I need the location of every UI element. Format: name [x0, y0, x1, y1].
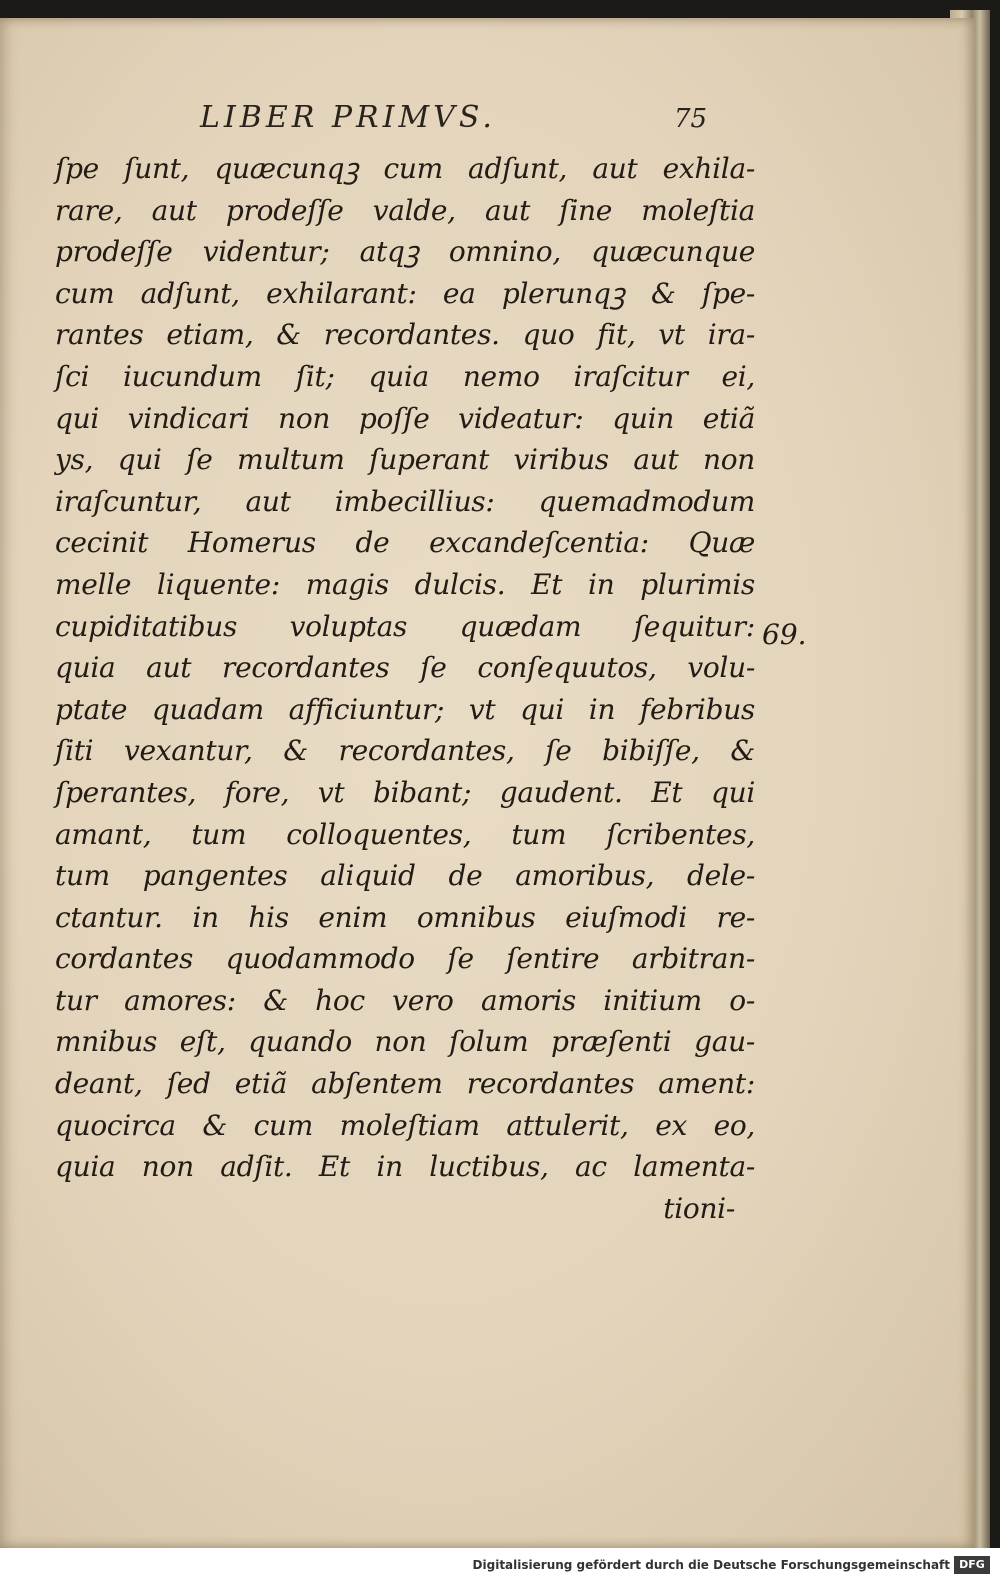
text-line: ctantur. in his enim omnibus eiuſmodi re-	[55, 900, 755, 934]
text-line: cum adſunt, exhilarant: ea plerunqꝫ & ſpe-	[55, 276, 755, 310]
text-line: rantes etiam, & recordantes. quo fit, vt ira-	[55, 318, 755, 352]
footer-credit: Digitalisierung gefördert durch die Deutsche Forschungsgemeinschaft	[472, 1558, 950, 1572]
dfg-logo-icon: DFG	[954, 1556, 990, 1574]
text-line: ptate quadam afficiuntur; vt qui in febribus	[55, 692, 755, 726]
text-line: ſiti vexantur, & recordantes, ſe bibiſſe, &	[55, 734, 755, 768]
text-line: iraſcuntur, aut imbecillius: quemadmodum	[55, 484, 755, 518]
text-line: rare, aut prodeſſe valde, aut ſine moleſtia	[55, 193, 755, 227]
running-title: LIBER PRIMVS.	[200, 100, 496, 135]
text-line: quocirca & cum moleſtiam attulerit, ex eo,	[55, 1108, 755, 1142]
text-line: cupiditatibus voluptas quædam ſequitur:	[55, 609, 755, 643]
text-block	[55, 148, 755, 1229]
text-line: ſci iucundum ſit; quia nemo iraſcitur ei,	[55, 359, 755, 393]
page-header	[0, 98, 975, 148]
marginal-note: 69.	[762, 618, 807, 651]
text-line: melle liquente: magis dulcis. Et in plurimis	[55, 567, 755, 601]
text-line: quia non adſit. Et in luctibus, ac lamenta-	[55, 1150, 755, 1184]
text-line: quia aut recordantes ſe conſequutos, volu-	[55, 651, 755, 685]
text-line: deant, ſed etiã abſentem recordantes ament:	[55, 1067, 755, 1101]
text-line: ſpe ſunt, quæcunqꝫ cum adſunt, aut exhila-	[55, 152, 755, 185]
page-number: 75	[674, 104, 708, 134]
text-line: tur amores: & hoc vero amoris initium o-	[55, 983, 755, 1017]
text-line: ſperantes, fore, vt bibant; gaudent. Et qui	[55, 775, 755, 809]
text-line: qui vindicari non poſſe videatur: quin etiã	[55, 401, 755, 435]
text-line: ys, qui ſe multum ſuperant viribus aut non	[55, 443, 755, 477]
text-line: prodeſſe videntur; atqꝫ omnino, quæcunque	[55, 235, 755, 269]
text-line: cordantes quodammodo ſe ſentire arbitran-	[55, 942, 755, 976]
text-line: amant, tum colloquentes, tum ſcribentes,	[55, 817, 755, 851]
text-line: mnibus eſt, quando non ſolum præſenti gau-	[55, 1025, 755, 1059]
book-page	[0, 18, 975, 1548]
text-line: cecinit Homerus de excandeſcentia: Quæ	[55, 526, 755, 560]
catchword: tioni-	[663, 1191, 735, 1225]
text-line: tum pangentes aliquid de amoribus, dele-	[55, 859, 755, 893]
digitization-footer	[0, 1548, 1000, 1587]
